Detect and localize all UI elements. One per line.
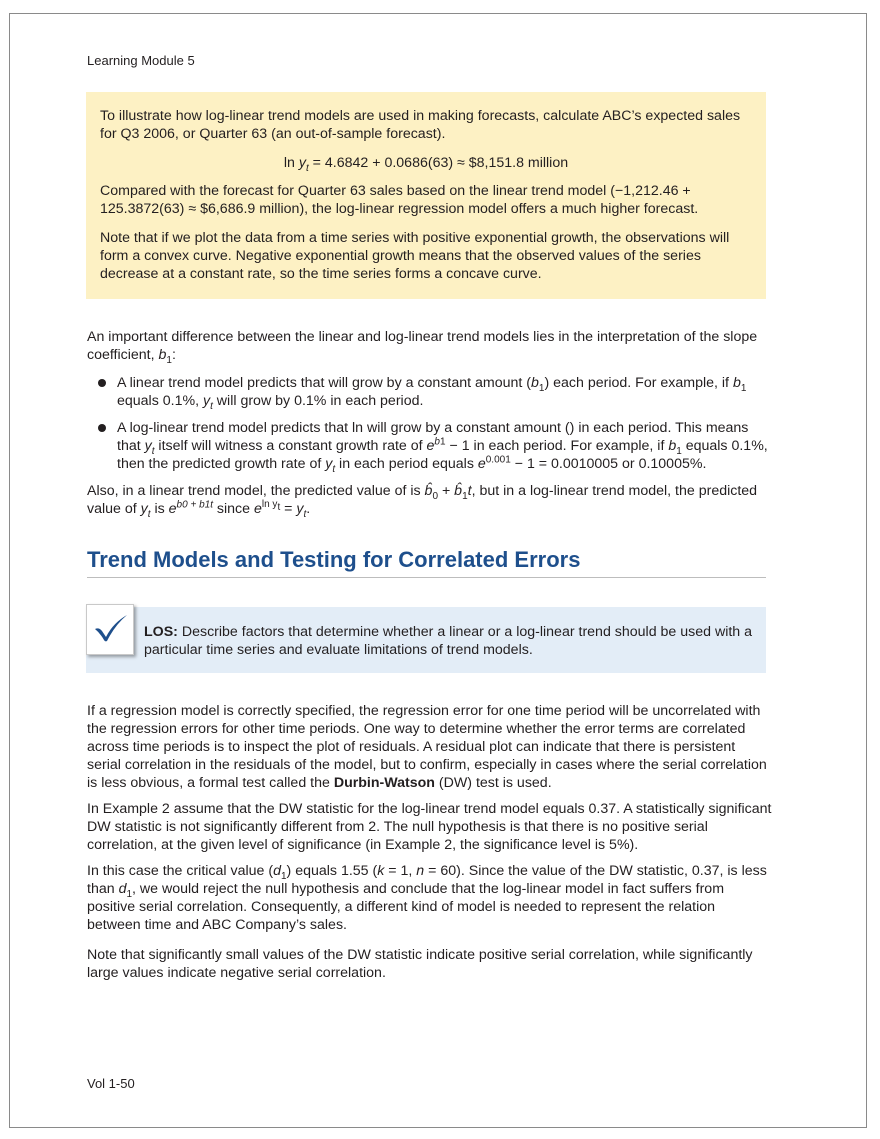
also-paragraph: Also, in a linear trend model, the predicted value of is $b̂_0$ + $b̂_1t$, but in a log-linear trend model, the predicted value of $y_t$ is $e^{b0 + b1t}$ since $e^{ln y_t} = y_t$. — [87, 483, 758, 520]
los-label: LOS: — [144, 624, 178, 640]
bullet-item: A log-linear trend model predicts that ln will grow by a constant amount () in each period. This means that $y_t$ itself will witness a constant growth rate of $e^{b1} - 1$ in each period. For example, if $b_1$ equals 0.1%, then the predicted growth rate of $y_t$ in each period equals $e^{0.001} - 1 = 0.0010005$ or 0.10005%. — [96, 419, 772, 473]
example-paragraph-1: To illustrate how log-linear trend models are used in making forecasts, calculate ABC’s expected sales for Q3 2006, or Quarter 63 (an out-of-sample forecast). — [100, 108, 741, 142]
bullet-list — [96, 374, 772, 482]
bullet-item: A linear trend model predicts that will grow by a constant amount $(b_1)$ each period. For example, if $b_1$ equals 0.1%, $y_t$ will grow by 0.1% in each period. — [96, 374, 772, 410]
section-heading: Trend Models and Testing for Correlated Errors — [87, 547, 766, 578]
page-footer: Vol 1-50 — [87, 1076, 135, 1091]
example-paragraph-3: Note that if we plot the data from a time series with positive exponential growth, the observations will form a convex curve. Negative exponential growth means that the observed values of the series decrease at a constant rate, so the time series forms a concave curve. — [100, 230, 730, 282]
bullet-dot — [98, 379, 106, 387]
example-equation: $\ln y_t = 4.6842 + 0.0686(63)$ ≈ $8,151.8 million — [283, 155, 569, 174]
paragraph-example2: In Example 2 assume that the DW statistic for the log-linear trend model equals 0.37. A statistically significant DW statistic is not significantly different from 2. The null hypothesis is that there is no positive serial correlation, at the given level of significance (in Example 2, the significance level is 5%). — [87, 801, 772, 853]
paragraph-critical: In this case the critical value $(d_1)$ equals 1.55 (k = 1, n = 60). Since the value of the DW statistic, 0.37, is less than $d_1$, we would reject the null hypothesis and conclude that the log-linear model in fact suffers from positive serial correlation. Consequently, a different kind of model is needed to represent the relation between time and ABC Company’s sales. — [87, 863, 767, 933]
bullet-dot — [98, 424, 106, 432]
paragraph-note: Note that significantly small values of the DW statistic indicate positive serial correlation, while significantly large values indicate negative serial correlation. — [87, 947, 753, 981]
paragraph-regression: If a regression model is correctly specified, the regression error for one time period will be uncorrelated with the regression errors for other time periods. One way to determine whether the error terms are correlated across time periods is to inspect the plot of residuals. A residual plot can indicate that there is persistent serial correlation in the residuals of the model, but to confirm, especially in cases where the serial correlation is less obvious, a formal test called the Durbin-Watson (DW) test is used. — [87, 703, 767, 791]
intro-paragraph: An important difference between the linear and log-linear trend models lies in the interpretation of the slope coefficient, $b_1$: — [87, 329, 758, 366]
los-text — [144, 623, 754, 659]
checkmark-icon — [86, 604, 134, 655]
los-description: Describe factors that determine whether a linear or a log-linear trend should be used with a particular time series and evaluate limitations of trend models. — [144, 624, 753, 658]
example-box — [86, 92, 766, 299]
example-paragraph-2: Compared with the forecast for Quarter 63 sales based on the linear trend model (−1,212.46 + 125.3872(63) ≈ $6,686.9 million), the log-linear regression model offers a much higher forecast. — [100, 183, 699, 217]
running-header: Learning Module 5 — [87, 53, 195, 68]
